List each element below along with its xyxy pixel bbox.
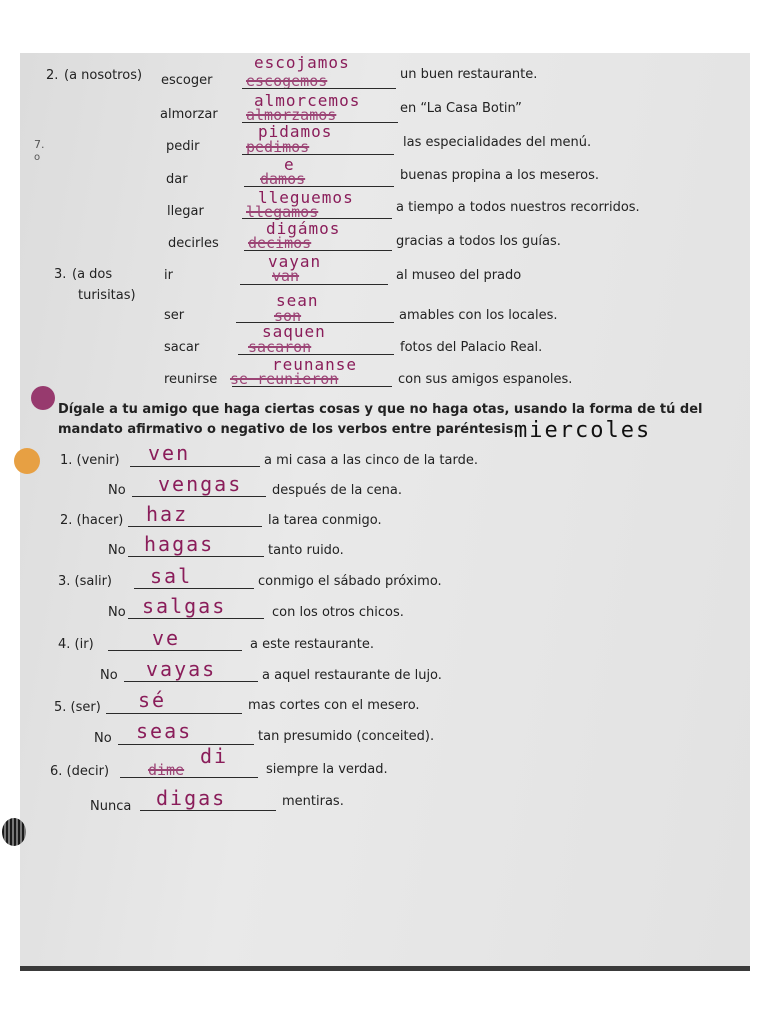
blank-line	[120, 777, 258, 778]
cmd2-prefix: 2. (hacer)	[60, 513, 124, 528]
cmd4-neg-prefix: No	[100, 668, 118, 683]
rest-casa-botin: en “La Casa Botin”	[400, 101, 522, 116]
cmd1-neg-answer: vengas	[158, 472, 243, 496]
cmd1-neg-prefix: No	[108, 483, 126, 498]
instructions-line1: Dígale a tu amigo que haga ciertas cosas y que no haga otas, usando la forma de tú del	[58, 402, 703, 417]
cmd6-neg-prefix: Nunca	[90, 799, 132, 814]
verb-dar: dar	[166, 172, 188, 187]
section2-number: 2.	[46, 68, 59, 83]
blank-line	[118, 744, 254, 745]
rest-amables: amables con los locales.	[399, 308, 558, 323]
page-edge-shadow	[20, 966, 750, 971]
cmd5-rest: mas cortes con el mesero.	[248, 698, 420, 713]
blank-line	[232, 386, 392, 387]
section3-subject-line1: (a dos	[72, 267, 113, 282]
cmd1-prefix: 1. (venir)	[60, 453, 120, 468]
cmd5-neg-prefix: No	[94, 731, 112, 746]
verb-decirles: decirles	[168, 236, 219, 251]
rest-a-tiempo: a tiempo a todos nuestros recorridos.	[396, 200, 640, 215]
cmd5-neg-rest: tan presumido (conceited).	[258, 729, 435, 744]
blank-line	[132, 496, 266, 497]
cmd3-answer: sal	[150, 564, 193, 588]
worksheet-page	[20, 53, 750, 970]
blank-line	[128, 526, 262, 527]
crossed-almorzamos: almorzamos	[246, 106, 337, 124]
handwritten-note-miercoles: miercoles	[514, 418, 652, 443]
verb-llegar: llegar	[167, 204, 204, 219]
cmd1-neg-rest: después de la cena.	[272, 483, 402, 498]
blank-line	[244, 186, 394, 187]
cmd2-rest: la tarea conmigo.	[268, 513, 382, 528]
verb-reunirse: reunirse	[164, 372, 218, 387]
rest-fotos: fotos del Palacio Real.	[400, 340, 543, 355]
answer-lleguemos: lleguemos	[258, 188, 354, 207]
rest-especialidades: las especialidades del menú.	[403, 135, 592, 150]
cmd6-prefix: 6. (decir)	[50, 764, 110, 779]
blank-line	[128, 556, 264, 557]
rest-restaurante: un buen restaurante.	[400, 67, 538, 82]
crossed-damos: damos	[260, 170, 306, 188]
section2-subject: (a nosotros)	[64, 68, 143, 83]
verb-escoger: escoger	[161, 73, 213, 88]
cmd4-neg-rest: a aquel restaurante de lujo.	[262, 668, 442, 683]
blank-line	[140, 810, 276, 811]
blank-line	[124, 681, 258, 682]
cmd3-prefix: 3. (salir)	[58, 574, 112, 589]
verb-ser: ser	[164, 308, 185, 323]
crossed-sacaron: sacaron	[248, 338, 312, 356]
answer-digamos: digámos	[266, 219, 341, 238]
cmd5-neg-answer: seas	[136, 719, 193, 743]
answer-sean: sean	[276, 291, 319, 310]
cmd6-neg-rest: mentiras.	[282, 794, 344, 809]
cmd6-neg-answer: digas	[156, 786, 227, 810]
cmd4-neg-answer: vayas	[146, 657, 217, 681]
cmd6-answer: di	[200, 744, 229, 768]
crossed-son: son	[274, 307, 302, 325]
margin-mark-seven: 7.	[34, 138, 45, 151]
section3-number: 3.	[54, 267, 67, 282]
blank-line	[108, 650, 242, 651]
cmd2-neg-prefix: No	[108, 543, 126, 558]
crossed-pedimos: pedimos	[246, 138, 310, 156]
margin-mark-dot: o	[34, 152, 41, 163]
rest-amigos: con sus amigos espanoles.	[398, 372, 573, 387]
answer-pidamos: pidamos	[258, 122, 333, 141]
cmd3-neg-rest: con los otros chicos.	[272, 605, 404, 620]
answer-reunanse: reunanse	[272, 355, 358, 374]
blank-line	[240, 284, 388, 285]
cmd3-neg-answer: salgas	[142, 594, 227, 618]
cmd4-prefix: 4. (ir)	[58, 637, 94, 652]
crossed-van: van	[272, 267, 300, 285]
answer-vayan: vayan	[268, 252, 322, 271]
crossed-llegamos: llegamos	[246, 203, 319, 221]
section3-subject-line2: turisitas)	[78, 288, 136, 303]
crossed-escogemos: escogemos	[246, 72, 328, 90]
rest-gracias: gracias a todos los guías.	[396, 234, 561, 249]
instructions-line2: mandato afirmativo o negativo de los verbos entre paréntesis.	[58, 422, 519, 437]
binder-hole	[2, 818, 26, 846]
cmd2-answer: haz	[146, 502, 189, 526]
cmd5-answer: sé	[138, 688, 167, 712]
crossed-se-reunieron: se reunieron	[230, 370, 339, 388]
verb-pedir: pedir	[166, 139, 200, 154]
blank-line	[242, 154, 394, 155]
cmd2-neg-rest: tanto ruido.	[268, 543, 344, 558]
cmd2-neg-answer: hagas	[144, 532, 215, 556]
verb-ir: ir	[164, 268, 173, 283]
cmd6-rest: siempre la verdad.	[266, 762, 388, 777]
answer-demos-e: e	[284, 155, 295, 174]
blank-line	[244, 250, 392, 251]
blank-line	[128, 618, 264, 619]
cmd4-rest: a este restaurante.	[250, 637, 375, 652]
cmd6-crossed: dime	[148, 761, 185, 779]
orange-sticker-dot	[14, 448, 40, 474]
cmd3-rest: conmigo el sábado próximo.	[258, 574, 442, 589]
verb-almorzar: almorzar	[160, 107, 218, 122]
blank-line	[134, 588, 254, 589]
blank-line	[106, 713, 242, 714]
blank-line	[130, 466, 260, 467]
answer-saquen: saquen	[262, 322, 326, 341]
answer-almorcemos: almorcemos	[254, 91, 361, 110]
cmd4-answer: ve	[152, 626, 181, 650]
cmd5-prefix: 5. (ser)	[54, 700, 101, 715]
answer-escojamos: escojamos	[254, 53, 350, 72]
crossed-decimos: decimos	[248, 234, 312, 252]
cmd3-neg-prefix: No	[108, 605, 126, 620]
cmd1-answer: ven	[148, 441, 191, 465]
section-number-bubble	[31, 386, 55, 410]
rest-propina: buenas propina a los meseros.	[400, 168, 599, 183]
rest-museo: al museo del prado	[396, 268, 522, 283]
blank-line	[242, 88, 396, 89]
verb-sacar: sacar	[164, 340, 200, 355]
cmd1-rest: a mi casa a las cinco de la tarde.	[264, 453, 478, 468]
